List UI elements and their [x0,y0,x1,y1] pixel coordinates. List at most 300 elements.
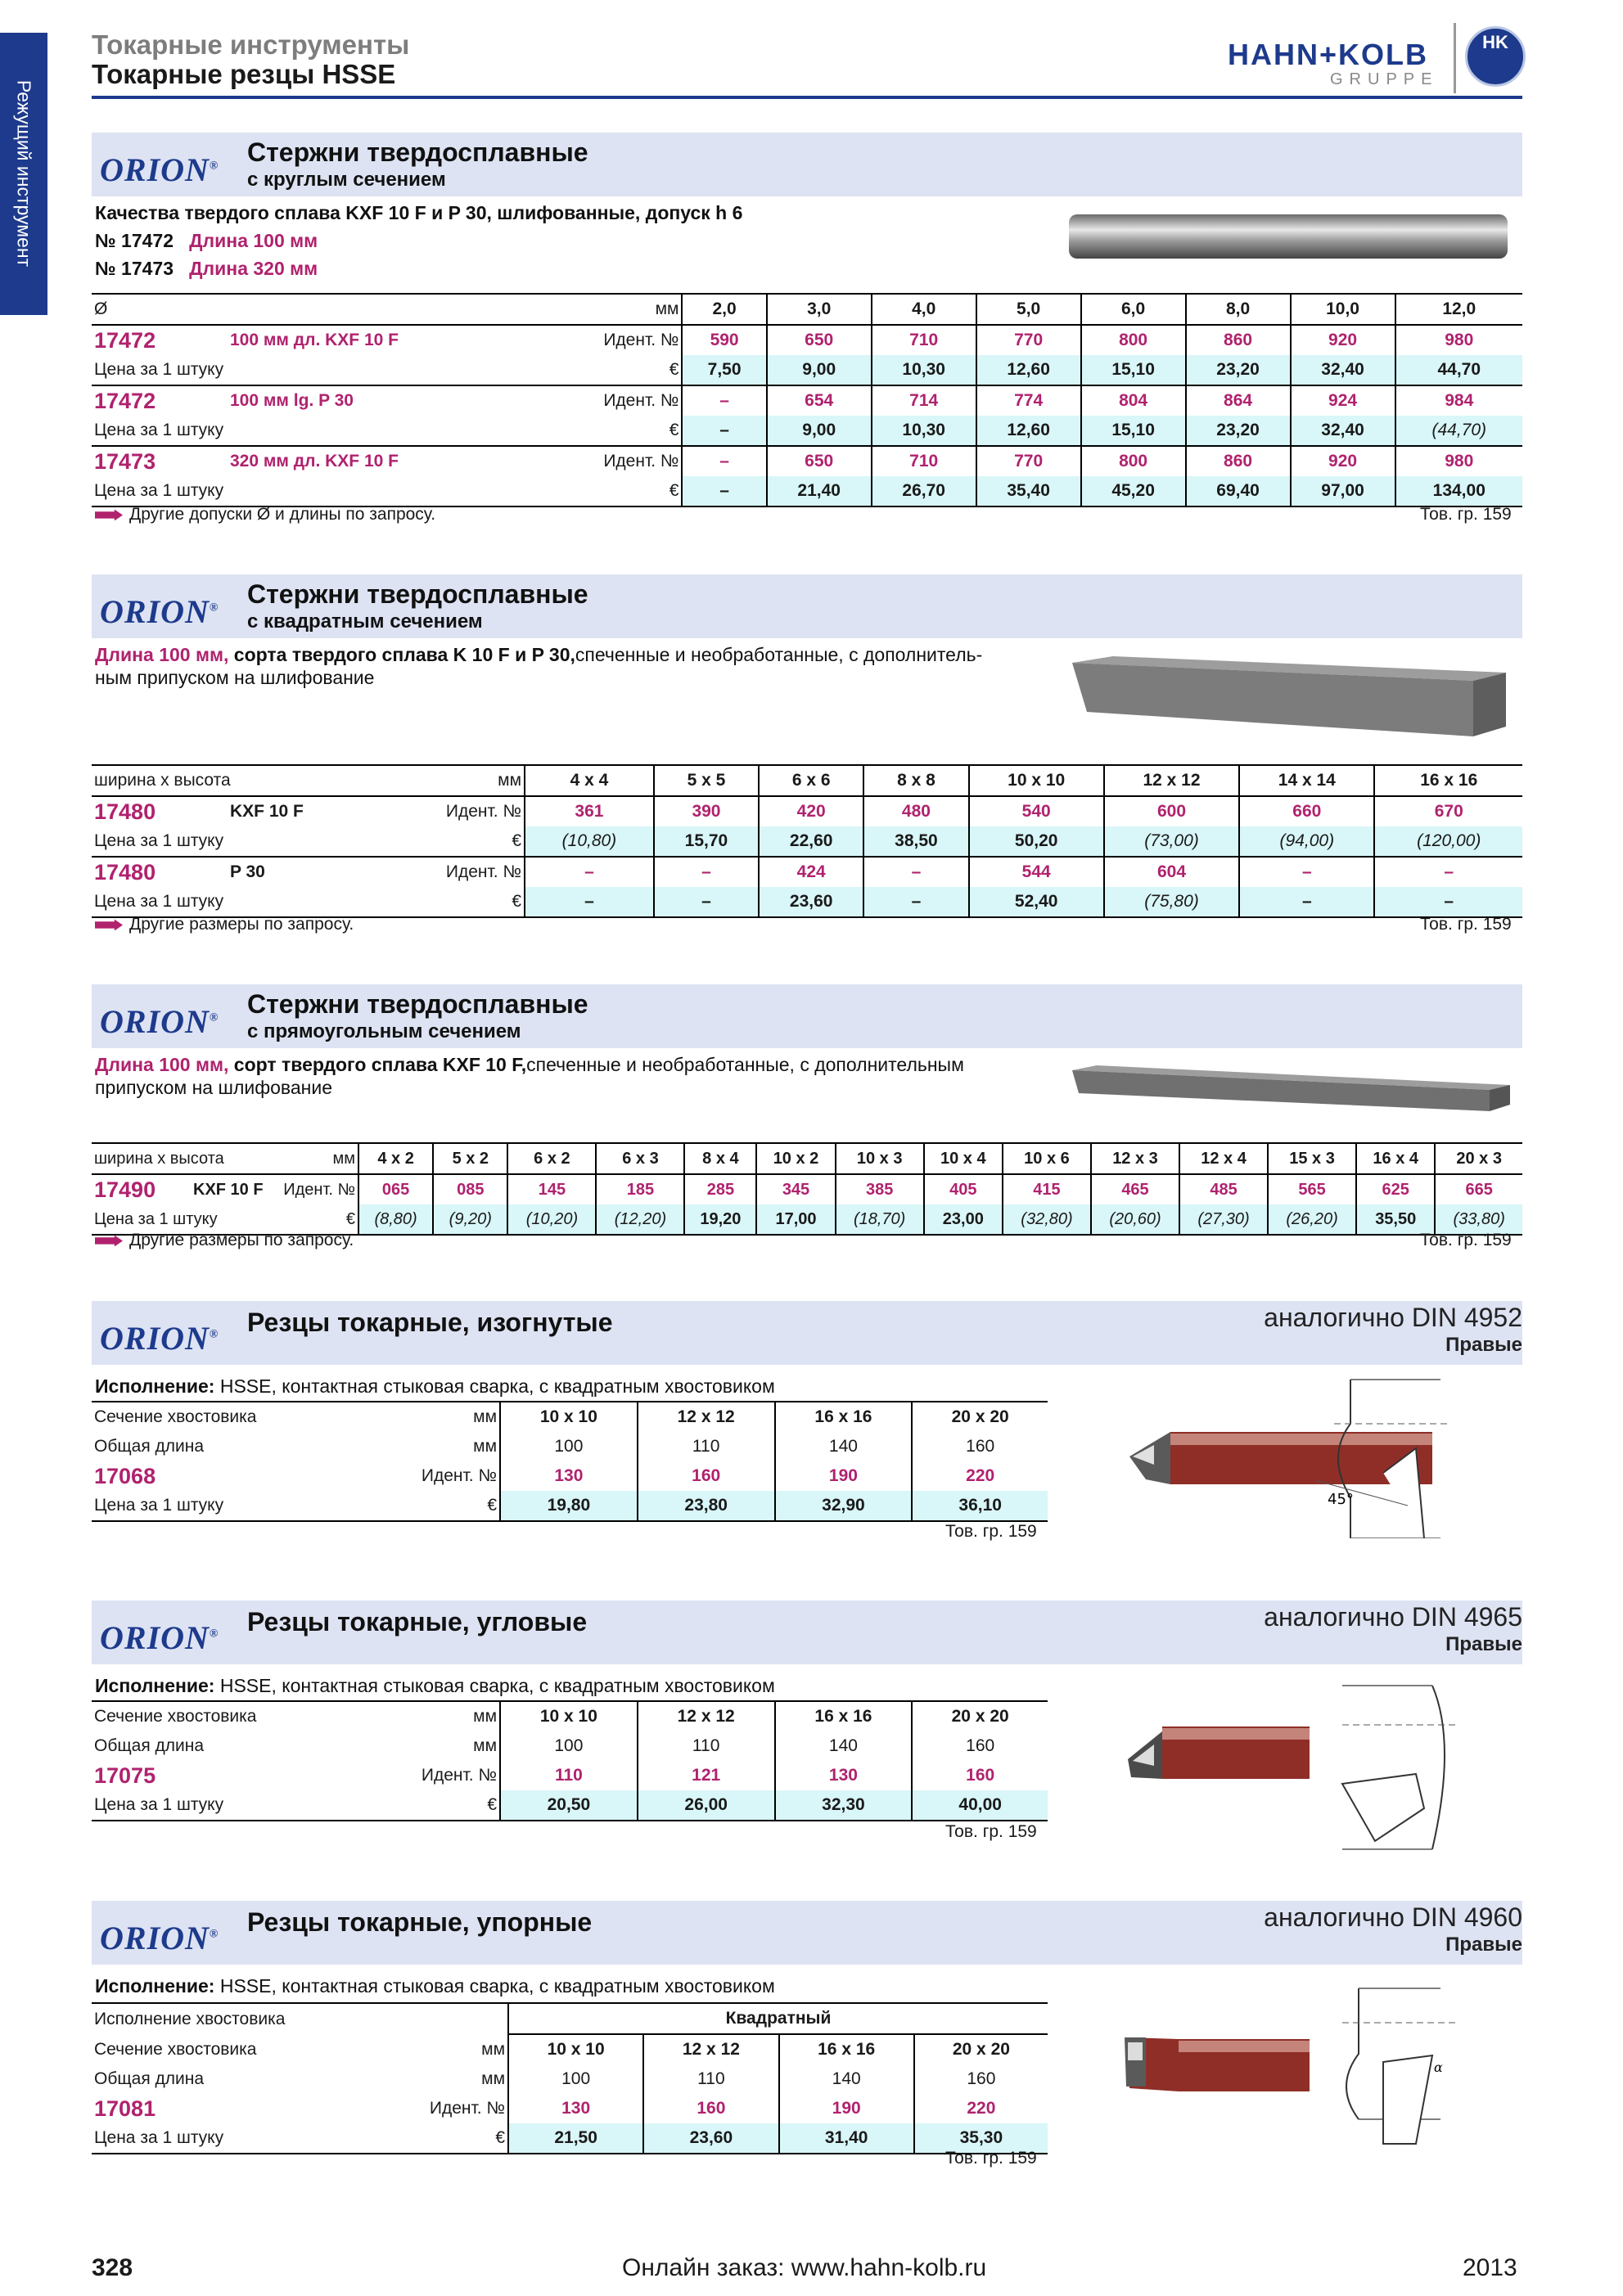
price-cell: (18,70) [836,1204,924,1235]
logo-emblem-icon: HK [1465,26,1526,87]
size-col: 4 x 2 [358,1143,433,1174]
table-row [92,887,1522,917]
ident-cell: 160 [643,2094,778,2123]
section-band-angle [92,1600,1522,1664]
logo-subtext: GRUPPE [1330,70,1439,88]
page-category: Токарные инструменты [92,29,410,60]
ident-cell: – [525,857,654,887]
ident-cell: 190 [779,2094,914,2123]
currency: € [396,887,525,917]
size-col: 20 x 20 [912,1402,1048,1432]
price-cell: – [654,887,759,917]
hahn-kolb-logo [1228,23,1522,93]
table-row [92,2064,1048,2094]
execution-text: Исполнение: HSSE, контактная стыковая сварка, с квадратным хвостовиком [95,1675,775,1696]
article-number: 17480 [94,859,156,885]
size-col: 8,0 [1186,294,1291,325]
footnote: Другие допуски Ø и длины по запросу. [95,505,435,524]
ident-cell: – [682,446,766,476]
order-url: Онлайн заказ: www.hahn-kolb.ru [622,2254,987,2281]
row-label: Общая длина [94,1437,205,1456]
price-label: Цена за 1 штуку [92,1204,277,1235]
row-desc: KXF 10 F [228,796,396,826]
price-cell: 97,00 [1291,476,1395,506]
article-number: 17472 [94,388,156,413]
angle-label: α [1434,2060,1443,2075]
row-desc: 320 мм дл. KXF 10 F [228,446,511,476]
unit: мм [388,1402,500,1432]
table-square-rods [92,764,1522,918]
size-col: 6 x 2 [507,1143,596,1174]
ident-cell: 361 [525,796,654,826]
logo-divider [1454,23,1456,93]
din-hand: Правые [1445,1934,1522,1956]
currency: € [669,360,679,379]
price-cell: 44,70 [1395,355,1522,385]
price-cell: 22,60 [759,826,863,857]
size-col: 20 x 3 [1435,1143,1522,1174]
ident-cell: 860 [1186,325,1291,355]
price-label: Цена за 1 штуку [92,1491,388,1521]
price-cell: 23,60 [759,887,863,917]
section-band-bent [92,1301,1522,1365]
table-row [92,416,1522,446]
unit: мм [388,1701,500,1731]
arrow-icon [95,919,123,930]
size-col: 4 x 4 [525,765,654,796]
length-cell: 140 [775,1731,913,1761]
orion-logo: ORION® [100,593,219,630]
size-col: 16 x 16 [779,2034,914,2064]
section-description: Длина 100 мм, сорта твердого сплава K 10 F и P 30,спеченные и необработанные, с дополнитель- [95,644,983,665]
price-cell: 52,40 [969,887,1104,917]
price-cell: 10,30 [872,355,976,385]
execution-text: Исполнение: HSSE, контактная стыковая сварка, с квадратным хвостовиком [95,1975,775,1997]
row-label: Общая длина [94,1736,205,1755]
section-band-round [92,133,1522,196]
size-col: 10 x 3 [836,1143,924,1174]
ident-cell: 600 [1104,796,1239,826]
length-cell: 140 [775,1432,913,1461]
ident-cell: 710 [872,325,976,355]
ident-cell: 085 [433,1174,507,1204]
ident-cell: 415 [1003,1174,1091,1204]
size-col: 16 x 16 [775,1701,913,1731]
ident-cell: 130 [775,1761,913,1790]
price-cell: 23,00 [924,1204,1003,1235]
price-cell: 26,70 [872,476,976,506]
size-col: 12 x 12 [638,1402,775,1432]
price-label: Цена за 1 штуку [92,887,396,917]
price-cell: 35,30 [914,2123,1048,2154]
price-cell: (9,20) [433,1204,507,1235]
facing-tool-image [1121,2005,1318,2127]
id-label: Идент. № [511,325,682,355]
price-label: Цена за 1 штуку [94,360,224,379]
round-rod-image [1064,208,1514,265]
size-col: 10,0 [1291,294,1395,325]
page-number: 328 [92,2254,133,2281]
table-row [92,1731,1048,1761]
length-cell: 160 [912,1731,1048,1761]
unit: мм [473,1736,497,1755]
price-cell: – [1374,887,1522,917]
ident-cell: 565 [1268,1174,1356,1204]
size-col: 5 x 2 [433,1143,507,1174]
currency: € [277,1204,358,1235]
price-cell: 9,00 [767,416,872,446]
price-cell: 12,60 [976,416,1081,446]
execution-text: Исполнение: HSSE, контактная стыковая сварка, с квадратным хвостовиком [95,1375,775,1397]
price-cell: 21,50 [508,2123,643,2154]
length-cell: 110 [638,1432,775,1461]
price-cell: 32,40 [1291,355,1395,385]
price-cell: 36,10 [912,1491,1048,1521]
product-group: Тов. гр. 159 [1420,1231,1512,1249]
ident-cell: – [654,857,759,887]
price-cell: 23,20 [1186,355,1291,385]
price-cell: 21,40 [767,476,872,506]
footnote: Другие размеры по запросу. [95,915,354,934]
price-cell: (26,20) [1268,1204,1356,1235]
size-col: 15 x 3 [1268,1143,1356,1174]
id-label: Идент. № [277,1174,358,1204]
currency: € [511,476,682,506]
price-cell: 19,80 [500,1491,638,1521]
ident-cell: 285 [684,1174,756,1204]
id-label: Идент. № [429,2099,505,2118]
section-description: Качества твердого сплава KXF 10 F и P 30, шлифованные, допуск h 6 [95,202,743,223]
table-row [92,1790,1048,1821]
size-col: 14 x 14 [1239,765,1374,796]
product-group: Тов. гр. 159 [1420,505,1512,524]
section-subtitle: с круглым сечением [247,169,446,191]
ident-cell: 800 [1081,325,1186,355]
price-cell: 17,00 [756,1204,835,1235]
length-note-17472: № 17472 Длина 100 мм [95,230,318,251]
row-label: Сечение хвостовика [94,2039,257,2059]
orion-logo: ORION® [100,1320,219,1357]
ident-cell: 424 [759,857,863,887]
ident-cell: 924 [1291,385,1395,416]
id-label: Идент. № [421,1466,497,1485]
din-reference: аналогично DIN 4960 [1264,1902,1522,1932]
id-label: Идент. № [511,446,682,476]
ident-cell: 420 [759,796,863,826]
ident-cell: 590 [682,325,766,355]
price-cell: 50,20 [969,826,1104,857]
section-subtitle: с прямоугольным сечением [247,1020,521,1042]
row-label: Сечение хвостовика [92,1402,388,1432]
ident-cell: – [682,385,766,416]
ident-cell: 130 [508,2094,643,2123]
price-cell: 38,50 [863,826,968,857]
header-label: ширина x высота [92,765,396,796]
price-cell: 15,10 [1081,416,1186,446]
price-cell: (10,20) [507,1204,596,1235]
product-group: Тов. гр. 159 [1420,915,1512,934]
size-col: 20 x 20 [914,2034,1048,2064]
table-facing-tools [92,2002,1048,2154]
price-cell: 35,50 [1356,1204,1435,1235]
price-cell: 32,40 [1291,416,1395,446]
article-number: 17480 [94,799,156,824]
ident-cell: 650 [767,325,872,355]
catalog-year: 2013 [1463,2254,1517,2281]
ident-cell: 860 [1186,446,1291,476]
size-col: 8 x 8 [863,765,968,796]
section-title: Резцы токарные, угловые [247,1607,588,1636]
ident-cell: 544 [969,857,1104,887]
logo-text: HAHN+KOLB [1228,38,1429,71]
ident-cell: 130 [500,1461,638,1491]
unit: мм [481,2039,505,2059]
price-cell: 40,00 [912,1790,1048,1821]
ident-cell: 345 [756,1174,835,1204]
table-row [92,1701,1048,1731]
size-col: 10 x 6 [1003,1143,1091,1174]
ident-cell: 220 [912,1461,1048,1491]
ident-cell: 650 [767,446,872,476]
size-col: 10 x 10 [508,2034,643,2064]
price-cell: 10,30 [872,416,976,446]
currency: € [388,1491,500,1521]
orion-logo: ORION® [100,1619,219,1656]
table-row [92,385,1522,416]
price-cell: (75,80) [1104,887,1239,917]
table-row [92,1174,1522,1204]
angle-tool-image [1121,1686,1318,1849]
section-title: Резцы токарные, изогнутые [247,1308,613,1337]
ident-cell: 984 [1395,385,1522,416]
table-row [92,857,1522,887]
row-desc: 100 мм lg. P 30 [228,385,511,416]
orion-logo: ORION® [100,151,219,188]
ident-cell: 714 [872,385,976,416]
table-row [92,2003,1048,2034]
header-label: ширина x высота [92,1143,277,1174]
ident-cell: 390 [654,796,759,826]
length-cell: 140 [779,2064,914,2094]
price-cell: 23,80 [638,1491,775,1521]
angle-tool-drawing [1326,1677,1457,1857]
price-cell: (120,00) [1374,826,1522,857]
header-unit: мм [396,765,525,796]
row-label: Общая длина [94,2069,205,2088]
size-col: 12,0 [1395,294,1522,325]
price-cell: – [682,416,766,446]
price-cell: 20,50 [500,1790,638,1821]
article-number: 17081 [94,2096,156,2121]
section-title: Резцы токарные, упорные [247,1907,593,1937]
ident-cell: 160 [638,1461,775,1491]
ident-cell: 770 [976,325,1081,355]
table-bent-tools [92,1401,1048,1522]
section-title: Стержни твердосплавные [247,989,588,1019]
table-row [92,325,1522,355]
ident-cell: 480 [863,796,968,826]
ident-cell: 465 [1091,1174,1179,1204]
size-col: 12 x 3 [1091,1143,1179,1174]
size-col: 16 x 16 [775,1402,913,1432]
orion-logo: ORION® [100,1920,219,1956]
price-cell: 23,60 [643,2123,778,2154]
size-col: 6 x 3 [596,1143,684,1174]
price-cell: (44,70) [1395,416,1522,446]
price-label: Цена за 1 штуку [94,421,224,439]
price-cell: 31,40 [779,2123,914,2154]
shank-type: Квадратный [508,2003,1048,2034]
row-desc: 100 мм дл. KXF 10 F [228,325,511,355]
ident-cell: 540 [969,796,1104,826]
facing-tool-drawing [1326,1980,1457,2160]
header-rule [92,96,1522,99]
length-cell: 110 [643,2064,778,2094]
unit: мм [481,2069,505,2088]
price-cell: 19,20 [684,1204,756,1235]
ident-cell: 804 [1081,385,1186,416]
price-cell: – [863,887,968,917]
ident-cell: 385 [836,1174,924,1204]
table-angle-tools [92,1700,1048,1821]
size-col: 12 x 12 [643,2034,778,2064]
ident-cell: 485 [1179,1174,1268,1204]
section-description-line2: припуском на шлифование [95,1077,333,1098]
ident-cell: 864 [1186,385,1291,416]
size-col: 6,0 [1081,294,1186,325]
price-cell: (73,00) [1104,826,1239,857]
section-description: Длина 100 мм, сорт твердого сплава KXF 10 F,спеченные и необработанные, с дополнительным [95,1054,964,1075]
ident-cell: – [863,857,968,887]
ident-cell: 405 [924,1174,1003,1204]
currency: € [669,421,679,439]
size-col: 10 x 2 [756,1143,835,1174]
ident-cell: 660 [1239,796,1374,826]
price-cell: 12,60 [976,355,1081,385]
table-row [92,796,1522,826]
id-label: Идент. № [396,857,525,887]
ident-cell: 980 [1395,325,1522,355]
price-cell: 15,10 [1081,355,1186,385]
footnote: Другие размеры по запросу. [95,1231,354,1250]
header-label: Ø [92,294,511,325]
price-cell: (32,80) [1003,1204,1091,1235]
price-label: Цена за 1 штуку [94,831,224,850]
section-band-facing [92,1901,1522,1965]
currency: € [512,831,521,850]
currency: € [388,1790,500,1821]
price-cell: 15,70 [654,826,759,857]
ident-cell: 145 [507,1174,596,1204]
table-row [92,2123,1048,2154]
table-header-row [92,765,1522,796]
table-row [92,826,1522,857]
ident-cell: 625 [1356,1174,1435,1204]
length-cell: 160 [914,2064,1048,2094]
price-cell: (10,80) [525,826,654,857]
table-row [92,446,1522,476]
size-col: 10 x 10 [500,1701,638,1731]
table-row [92,2034,1048,2064]
din-hand: Правые [1445,1334,1522,1356]
product-group: Тов. гр. 159 [945,1522,1037,1541]
square-rod-image [1064,646,1514,741]
table-row [92,1402,1048,1432]
row-label: Сечение хвостовика [92,1701,388,1731]
price-cell: (8,80) [358,1204,433,1235]
article-number: 17068 [94,1463,156,1488]
article-number: 17472 [94,327,156,353]
rect-rod-image [1064,1057,1514,1116]
length-note-17473: № 17473 Длина 320 мм [95,258,318,279]
size-col: 3,0 [767,294,872,325]
din-reference: аналогично DIN 4952 [1264,1303,1522,1332]
section-title: Стержни твердосплавные [247,579,588,609]
price-cell: 32,30 [775,1790,913,1821]
price-cell: – [1239,887,1374,917]
price-cell: – [682,476,766,506]
table-header-row [92,294,1522,325]
currency: € [421,2123,508,2154]
id-label: Идент. № [511,385,682,416]
price-cell: 23,20 [1186,416,1291,446]
id-label: Идент. № [396,796,525,826]
row-desc: P 30 [228,857,396,887]
section-title: Стержни твердосплавные [247,137,588,167]
price-cell: (94,00) [1239,826,1374,857]
angle-label: 45° [1328,1491,1354,1508]
arrow-icon [95,509,123,520]
ident-cell: 110 [500,1761,638,1790]
length-cell: 100 [508,2064,643,2094]
product-group: Тов. гр. 159 [945,1822,1037,1841]
price-cell: 45,20 [1081,476,1186,506]
header-unit: мм [277,1143,358,1174]
length-cell: 100 [500,1432,638,1461]
size-col: 8 x 4 [684,1143,756,1174]
size-col: 10 x 10 [500,1402,638,1432]
ident-cell: 065 [358,1174,433,1204]
length-cell: 100 [500,1731,638,1761]
section-description-line2: ным припуском на шлифование [95,667,375,688]
ident-cell: – [1374,857,1522,887]
ident-cell: 770 [976,446,1081,476]
ident-cell: – [1239,857,1374,887]
size-col: 12 x 12 [638,1701,775,1731]
ident-cell: 670 [1374,796,1522,826]
table-row [92,1432,1048,1461]
table-header-row [92,1143,1522,1174]
ident-cell: 220 [914,2094,1048,2123]
price-cell: 35,40 [976,476,1081,506]
section-band-rect [92,984,1522,1048]
row-label: Исполнение хвостовика [92,2003,421,2034]
ident-cell: 774 [976,385,1081,416]
price-label: Цена за 1 штуку [92,476,511,506]
price-label: Цена за 1 штуку [92,2123,421,2154]
size-col: 4,0 [872,294,976,325]
section-subtitle: с квадратным сечением [247,610,483,633]
din-hand: Правые [1445,1633,1522,1655]
price-cell: 32,90 [775,1491,913,1521]
size-col: 5,0 [976,294,1081,325]
ident-cell: 160 [912,1761,1048,1790]
orion-logo: ORION® [100,1003,219,1040]
din-reference: аналогично DIN 4965 [1264,1602,1522,1632]
article-number: 17490 [94,1177,156,1202]
table-row [92,1491,1048,1521]
ident-cell: 121 [638,1761,775,1790]
